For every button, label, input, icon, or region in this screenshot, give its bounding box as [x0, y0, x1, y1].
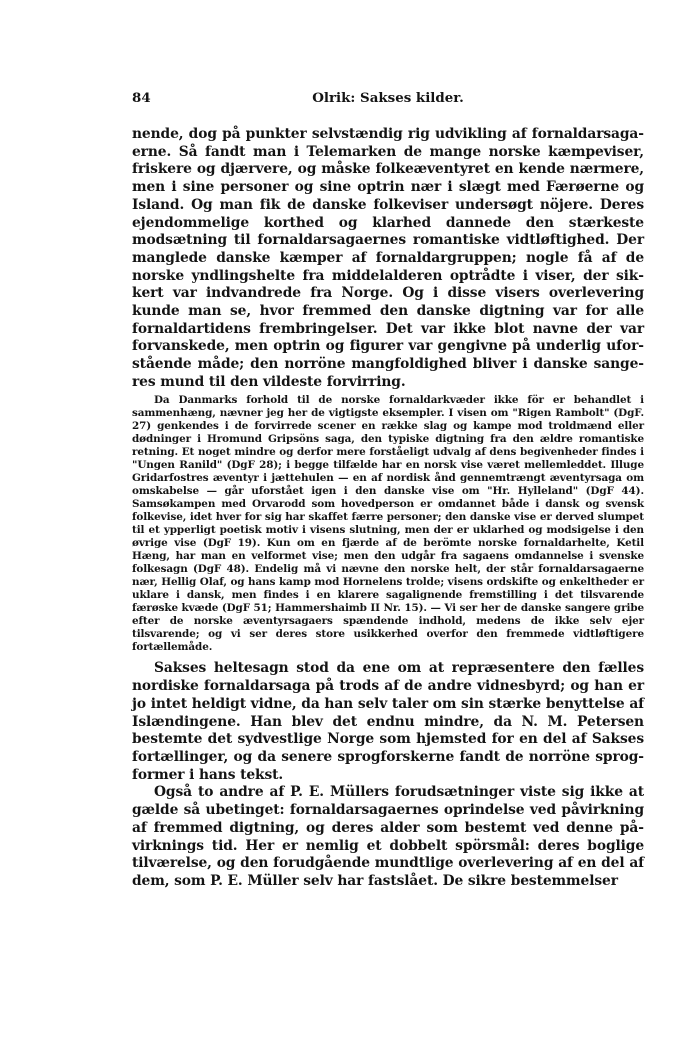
- page-number: 84: [132, 90, 151, 106]
- running-title: Olrik: Sakses kilder.: [312, 90, 464, 106]
- body-paragraph-3: Også to andre af P. E. Müllers forudsætninger viste sig ikke at gælde så ubetinget: fornaldarsagaernes oprindelse ved påvirkning af fremmed digtning, og deres alder som bestemt ved denne påvirknings tid. Her er nemlig et dobbelt spörsmål: deres boglige tilværelse, og den forudgående mundtlige overlevering af en del af dem, som P. E. Müller selv har fastslået. De sikre bestemmelser: [132, 784, 644, 889]
- body-paragraph-2: Sakses heltesagn stod da ene om at repræsentere den fælles nordiske fornaldarsaga på trods af de andre vidnesbyrd; og han er jo intet heldigt vidne, da han selv taler om sin stærke benyttelse af Islændingene. Han blev det endnu mindre, da N. M. Petersen bestemte det sydvestlige Norge som hjemsted for en del af Sakses fortællinger, og da senere sprogforskerne fandt de norröne sprogformer i hans tekst.: [132, 660, 644, 783]
- book-page: [132, 90, 644, 891]
- body-paragraph-1: nende, dog på punkter selvstændig rig udvikling af fornaldarsagaerne. Så fandt man i Telemarken de mange norske kæmpeviser, friskere og djærvere, og måske folkeæventyret en kende nærmere, men i sine personer og sine optrin nær i slægt med Færøerne og Island. Og man fik de danske folkeviser undersøgt nöjere. Deres ejendommelige korthed og klarhed dannede den stærkeste modsætning til fornaldarsagaernes romantiske vidtløftighed. Der manglede danske kæmper af fornaldargruppen; nogle få af de norske yndlingshelte fra middelalderen optrådte i viser, der sikkert var indvandrede fra Norge. Og i disse visers overlevering kunde man se, hvor fremmed den danske digtning var for alle fornaldartidens frembringelser. Det var ikke blot navne der var forvanskede, men optrin og figurer var gengivne på underlig uforstående måde; den norröne mangfoldighed bliver i danske sangeres mund til den vildeste forvirring.: [132, 126, 644, 390]
- running-head: [132, 90, 644, 110]
- footnote: Da Danmarks forhold til de norske fornaldarkvæder ikke för er behandlet i sammenhæng, nævner jeg her de vigtigste eksempler. I visen om "Rigen Rambolt" (DgF. 27) genkendes i de forvirrede scener en række slag og kampe mod troldmænd eller dødninger i Hromund Gripsöns saga, den typiske digtning fra den ældre romantiske retning. Et noget mindre og derfor mere forståeligt udvalg af dens begivenheder findes i "Ungen Ranild" (DgF 28); i begge tilfælde har en norsk vise været mellemleddet. Illuge Gridarfostres æventyr i jættehulen — en af nordisk ånd gennemtrængt æventyrsaga om omskabelse — går uforstået igen i den danske vise om "Hr. Hylleland" (DgF 44). Samsøkampen med Orvarodd som hovedperson er omdannet både i dansk og svensk folkevise, idet hver for sig har skaffet færre personer; den danske vise er derved slumpet til et ypperligt poetisk motiv i visens slutning, men der er uklarhed og modsigelse i den øvrige vise (DgF 19). Kun om en fjærde af de berömte norske fornaldarhelte, Ketil Hæng, har man en velformet vise; men den udgår fra sagaens omdannelse i svenske folkesagn (DgF 48). Endelig må vi nævne den norske helt, der står fornaldarsagaerne nær, Hellig Olaf, og hans kamp mod Hornelens trolde; visens ordskifte og enkeltheder er uklare i dansk, men findes i en klarere sagalignende fremstilling i det tilsvarende færøske kvæde (DgF 51; Hammershaimb II Nr. 15). — Vi ser her de danske sangere gribe efter de norske æventyrsagaers spændende indhold, medens de ikke selv ejer tilsvarende; og vi ser deres store usikkerhed overfor den fremmede vidtløftigere fortællemåde.: [132, 393, 644, 654]
